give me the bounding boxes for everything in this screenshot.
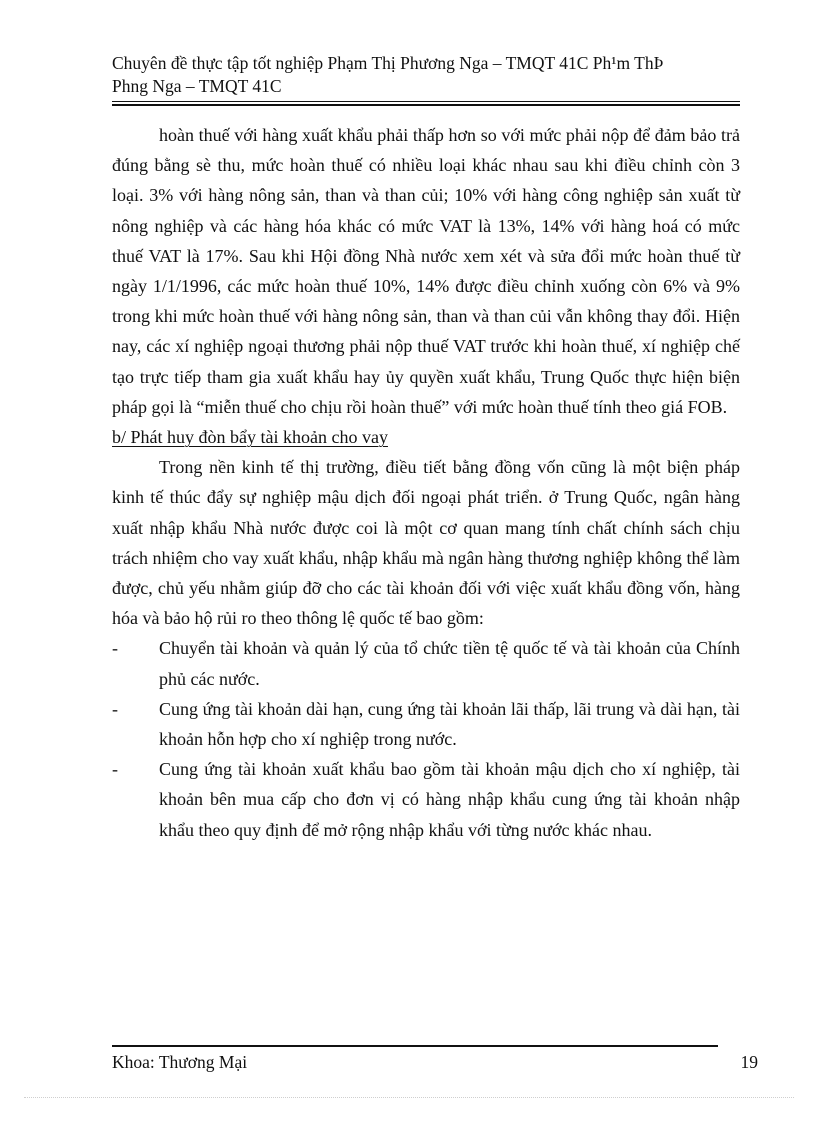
list-item-text: Cung ứng tài khoản xuất khẩu bao gồm tài khoản mậu dịch cho xí nghiệp, tài khoản bên mua cấp cho đơn vị có hàng nhập khẩu cung ứng tài khoản nhập khẩu theo quy định để mở rộng nhập khẩu với từng nước khác nhau. bbox=[159, 759, 740, 840]
list-item-text: Chuyển tài khoản và quản lý của tổ chức tiền tệ quốc tế và tài khoản của Chính phủ các nước. bbox=[159, 638, 740, 689]
paragraph-tax-refund: hoàn thuế với hàng xuất khẩu phải thấp hơn so với mức phải nộp để đảm bảo trả đúng bằng sè thu, mức hoàn thuế có nhiều loại khác nhau sau khi điều chỉnh còn 3 loại. 3% với hàng nông sản, than và than củi; 10% với hàng công nghiệp sản xuất từ nông nghiệp và các hàng hóa khác có mức VAT là 13%, 14% với hàng hoá có mức thuế VAT là 17%. Sau khi Hội đồng Nhà nước xem xét và sửa đổi mức hoàn thuế từ ngày 1/1/1996, các mức hoàn thuế 10%, 14% được điều chỉnh xuống còn 6% và 9% trong khi mức hoàn thuế với hàng nông sản, than và than củi vẫn không thay đổi. Hiện nay, các xí nghiệp ngoại thương phải nộp thuế VAT trước khi hoàn thuế, xí nghiệp chế tạo trực tiếp tham gia xuất khẩu hay ủy quyền xuất khẩu, Trung Quốc thực hiện biện pháp gọi là “miễn thuế cho chịu rồi hoàn thuế” với mức hoàn thuế tính theo giá FOB. bbox=[112, 125, 740, 417]
page-body bbox=[112, 120, 740, 845]
header-line-2: Phng Nga – TMQT 41C bbox=[112, 76, 282, 96]
list-item bbox=[112, 694, 740, 754]
paragraph-credit-leverage: Trong nền kinh tế thị trường, điều tiết bằng đồng vốn cũng là một biện pháp kinh tế thúc đẩy sự nghiệp mậu dịch đối ngoại phát triển. ở Trung Quốc, ngân hàng xuất nhập khẩu Nhà nước được coi là một cơ quan mang tính chất chính sách chịu trách nhiệm cho vay xuất khẩu, nhập khẩu mà ngân hàng thương nghiệp không thể làm được, chủ yếu nhằm giúp đỡ cho các tài khoản đối với việc xuất khẩu đồng vốn, hàng hóa và bảo hộ rủi ro theo thông lệ quốc tế bao gồm: bbox=[112, 457, 740, 629]
section-subheading: b/ Phát huy đòn bẩy tài khoản cho vay bbox=[112, 427, 388, 448]
page-number: 19 bbox=[740, 1052, 758, 1072]
header-rule-thin bbox=[112, 101, 740, 102]
list-item bbox=[112, 754, 740, 845]
list-item-text: Cung ứng tài khoản dài hạn, cung ứng tài khoản lãi thấp, lãi trung và dài hạn, tài khoản hỗn hợp cho xí nghiệp trong nước. bbox=[159, 698, 740, 750]
bullet-dash: - bbox=[112, 698, 118, 719]
header-line-1: Chuyên đề thực tập tốt nghiệp Phạm Thị Phương Nga – TMQT 41C Ph¹m ThÞ bbox=[112, 53, 664, 73]
bullet-dash: - bbox=[112, 759, 118, 780]
page-header bbox=[112, 52, 742, 98]
footer-department: Khoa: Thương Mại bbox=[112, 1052, 248, 1072]
bullet-dash: - bbox=[112, 638, 118, 659]
header-rule-thick bbox=[112, 104, 740, 106]
footer-rule bbox=[112, 1045, 718, 1047]
list-item bbox=[112, 633, 740, 693]
page-edge-divider bbox=[24, 1097, 794, 1098]
